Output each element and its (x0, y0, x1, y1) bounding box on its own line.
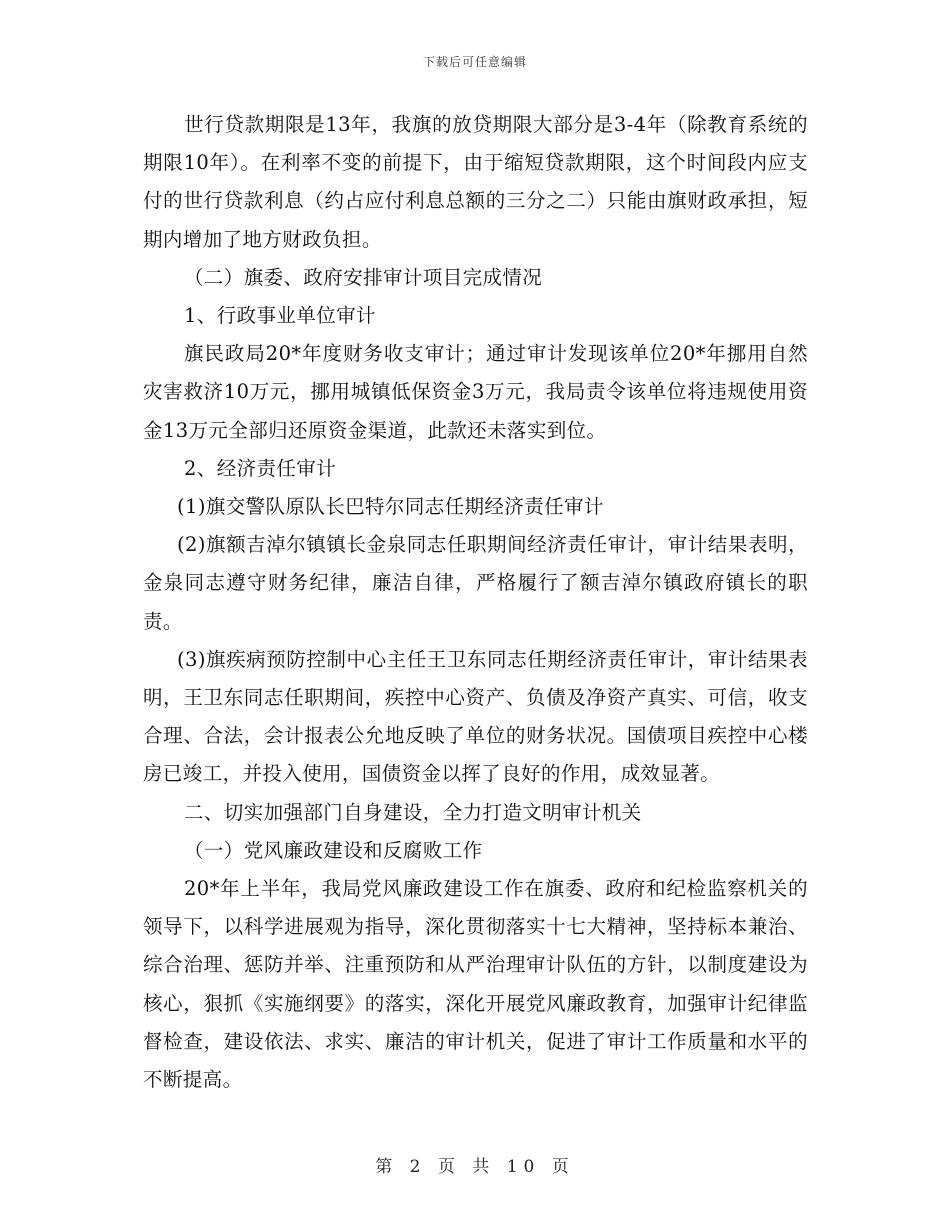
subheading-admin-audit: 1、行政事业单位审计 (184, 304, 376, 328)
subheading-economic-responsibility: 2、经济责任审计 (184, 456, 337, 480)
list-item-1: (1)旗交警队原队长巴特尔同志任期经济责任审计 (177, 495, 604, 519)
paragraph-loan-terms: 世行贷款期限是13年，我旗的放贷期限大部分是3-4年（除教育系统的期限10年）。在利率不变的前提下，由于缩短贷款期限，这个时间段内应支付的世行贷款利息（约占应付利息总额的三分之二）只能由旗财政承担，短期内增加了地方财政负担。 (143, 113, 808, 251)
page-header: 下载后可任意编辑 (422, 55, 527, 69)
section-heading-audit-projects: （二）旗委、政府安排审计项目完成情况 (184, 265, 543, 289)
paragraph-civil-affairs-audit: 旗民政局20*年度财务收支审计；通过审计发现该单位20*年挪用自然灾害救济10万元，挪用城镇低保资金3万元，我局责令该单位将违规使用资金13万元全部归还原资金渠道，此款还未落实到位。 (143, 342, 808, 442)
subheading-anti-corruption: （一）党风廉政建设和反腐败工作 (184, 838, 483, 862)
paragraph-anti-corruption: 20*年上半年，我局党风廉政建设工作在旗委、政府和纪检监察机关的领导下，以科学进展观为指导，深化贯彻落实十七大精神，坚持标本兼治、综合治理、惩防并举、注重预防和从严治理审计队伍的方针，以制度建设为核心，狠抓《实施纲要》的落实，深化开展党风廉政教育，加强审计纪律监督检查，建设依法、求实、廉洁的审计机关，促进了审计工作质量和水平的不断提高。 (143, 877, 808, 1092)
section-heading-self-building: 二、切实加强部门自身建设，全力打造文明审计机关 (184, 800, 642, 824)
list-item-2: (2)旗额吉淖尔镇镇长金泉同志任职期间经济责任审计，审计结果表明，金泉同志遵守财务纪律，廉洁自律，严格履行了额吉淖尔镇政府镇长的职责。 (143, 533, 808, 633)
list-item-3: (3)旗疾病预防控制中心主任王卫东同志任期经济责任审计，审计结果表明，王卫东同志任职期间，疾控中心资产、负债及净资产真实、可信，收支合理、合法，会计报表公允地反映了单位的财务状况。国债项目疾控中心楼房已竣工，并投入使用，国债资金以挥了良好的作用，成效显著。 (143, 647, 808, 786)
page-footer: 第 2 页 共 10 页 (375, 1157, 575, 1177)
document-body (143, 106, 808, 1099)
